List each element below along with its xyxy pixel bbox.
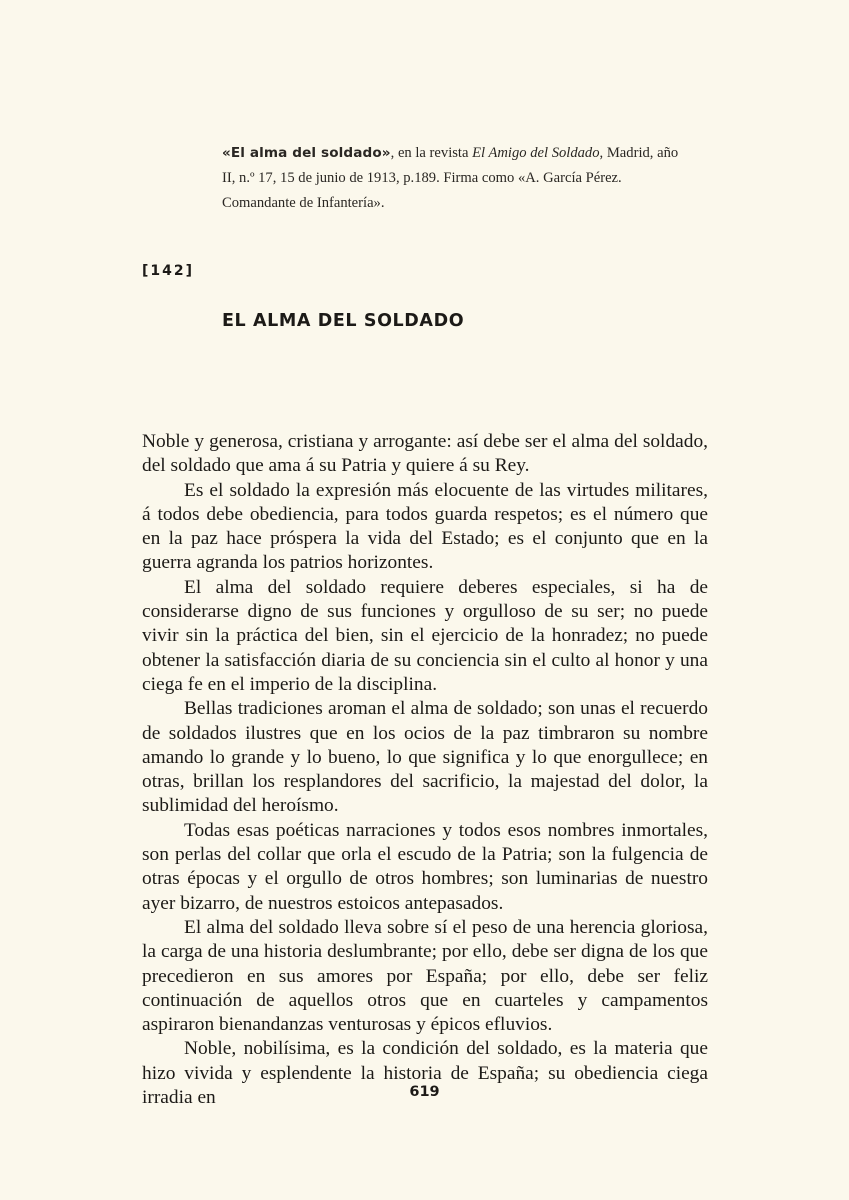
document-title: EL ALMA DEL SOLDADO [222,311,465,331]
source-note-journal: El Amigo del Soldado [472,145,600,161]
source-note-text-2: , Madrid, año II, n.º 17, 15 de junio de 1913, p.189. Firma como «A. García Pérez. Comandante de Infantería». [222,145,679,211]
paragraph: Es el soldado la expresión más elocuente de las virtudes militares, á todos debe obediencia, para todos guarda respetos; es el número que en la paz hace próspera la vida del Estado; es el conjunto que en la guerra agranda los patrios horizontes. [142,479,708,574]
source-note-title: «El alma del soldado» [222,145,391,161]
document-number: [142] [142,263,195,279]
source-note-text-1: , en la revista [390,145,473,161]
body-text [142,430,708,1110]
paragraph: El alma del soldado lleva sobre sí el peso de una herencia gloriosa, la carga de una historia deslumbrante; por ello, debe ser digna de los que precedieron en sus amores por España; por ello, debe ser feliz continuación de aquellos otros que en cuarteles y campamentos aspiraron bienandanzas venturosas y épicos efluvios. [142,916,708,1036]
source-note [222,141,694,216]
paragraph: El alma del soldado requiere deberes especiales, si ha de considerarse digno de sus funciones y orgulloso de su ser; no puede vivir sin la práctica del bien, sin el ejercicio de la honradez; no puede obtener la satisfacción diaria de su conciencia sin el culto al honor y una ciega fe en el imperio de la disciplina. [142,576,708,695]
paragraph: Noble, nobilísima, es la condición del soldado, es la materia que hizo vivida y esplendente la historia de España; su obediencia ciega irradia en [142,1038,708,1109]
page-number: 619 [409,1084,440,1100]
paragraph: Bellas tradiciones aroman el alma de soldado; son unas el recuerdo de soldados ilustres que en los ocios de la paz timbraron su nombre amando lo grande y lo bueno, lo que significa y lo que enorgullece; en otras, brillan los resplandores del sacrificio, la majestad del dolor, la sublimidad del heroísmo. [142,698,708,817]
paragraph: Todas esas poéticas narraciones y todos esos nombres inmortales, son perlas del collar que orla el escudo de la Patria; son la fulgencia de otras épocas y el orgullo de otros hombres; son luminarias de nuestro ayer bizarro, de nuestros estoicos antepasados. [142,819,708,914]
paragraph: Noble y generosa, cristiana y arrogante: así debe ser el alma del soldado, del soldado que ama á su Patria y quiere á su Rey. [142,431,708,477]
